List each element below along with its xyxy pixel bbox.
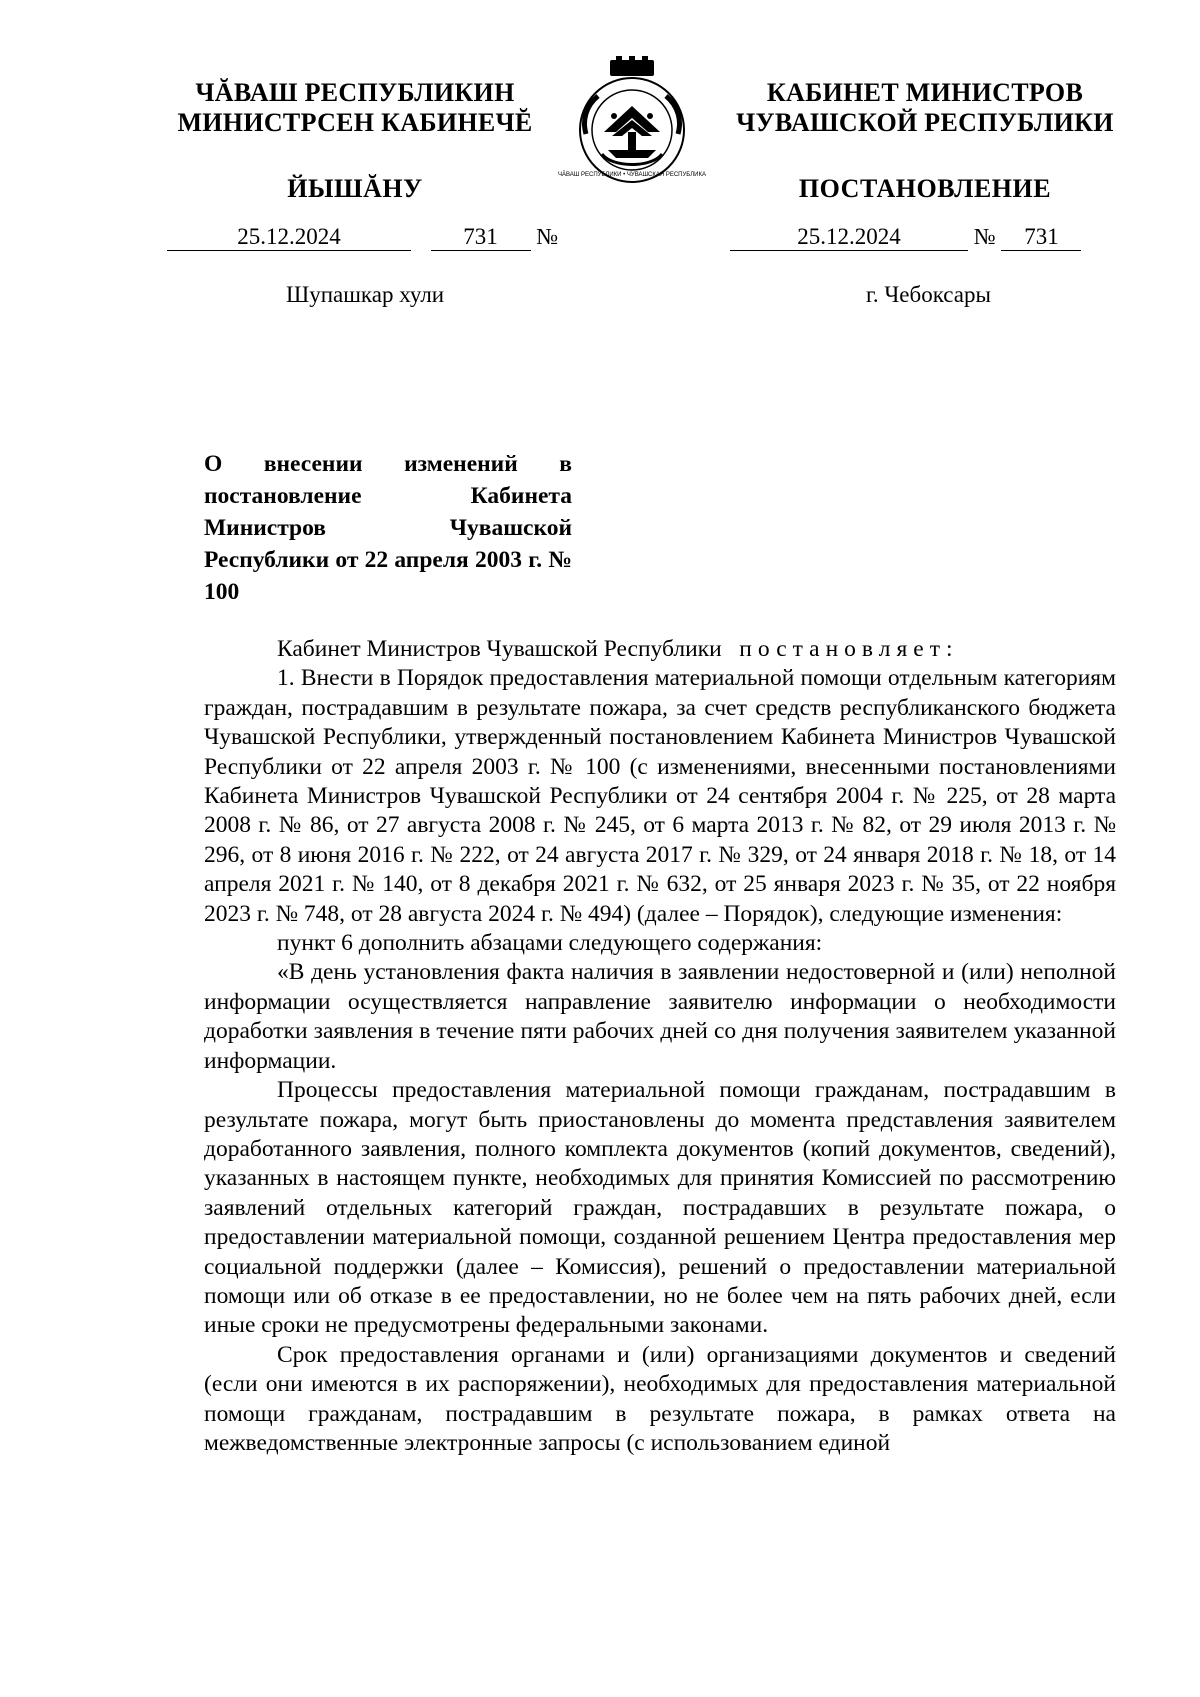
header-right [730,78,1120,204]
right-title-line-1: КАБИНЕТ МИНИСТРОВ [766,78,1084,107]
intro-line [204,635,1116,664]
paragraph-1: 1. Внести в Порядок предоставления материальной помощи отдельным категориям граждан, пострадавшим в результате пожара, за счет средств республиканского бюджета Чувашской Республики, утвержденный постановлением Кабинета Министров Чувашской Республики от 22 апреля 2003 г. № 100 (с изменениями, внесенными постановлениями Кабинета Министров Чувашской Республики от 24 сентября 2004 г. № 225, от 28 марта 2008 г. № 86, от 27 августа 2008 г. № 245, от 6 марта 2013 г. № 82, от 29 июля 2013 г. № 296, от 8 июня 2016 г. № 222, от 24 августа 2017 г. № 329, от 24 января 2018 г. № 18, от 14 апреля 2021 г. № 140, от 8 декабря 2021 г. № 632, от 25 января 2023 г. № 35, от 22 ноября 2023 г. № 748, от 28 августа 2024 г. № 494) (далее – Порядок), следующие изменения: [204,665,1116,927]
paragraph-4: Процессы предоставления материальной помощи гражданам, пострадавшим в результате пожара, могут быть приостановлены до момента представления заявителем доработанного заявления, полного комплекта документов (копий документов, сведений), указанных в настоящем пункте, необходимых для принятия Комиссией по рассмотрению заявлений отдельных категорий граждан, пострадавших в результате пожара, о предоставлении материальной помощи, созданной решением Центра предоставления мер социальной поддержки (далее – Комиссия), решений о предоставлении материальной помощи или об отказе в ее предоставлении, но не более чем на пять рабочих дней, если иные сроки не предусмотрены федеральными законами. [204,1077,1116,1339]
left-number: 731 [431,224,531,251]
coat-of-arms-icon [558,58,706,186]
right-doc-type: ПОСТАНОВЛЕНИЕ [798,174,1052,203]
document-body [204,635,1116,1458]
emblem-ring-text: ЧĂВАШ РЕСПУБЛИКИ • ЧУВАШСКАЯ РЕСПУБЛИКА [558,172,706,178]
left-date: 25.12.2024 [167,224,411,251]
left-title-line-2: МИНИСТРСЕН КАБИНЕЧĔ [177,108,533,137]
right-title-line-2: ЧУВАШСКОЙ РЕСПУБЛИКИ [736,108,1114,137]
right-number: 731 [1001,224,1081,251]
right-date-number [730,224,1081,254]
paragraph-5: Срок предоставления органами и (или) организациями документов и сведений (если они имеются в их распоряжении), необходимых для предоставления материальной помощи гражданам, пострадавшим в результате пожара, в рамках ответа на межведомственные электронные запросы (с использованием единой [204,1341,1116,1456]
left-title-line-1: ЧĂВАШ РЕСПУБЛИКИН [195,78,515,107]
paragraph-3: «В день установления факта наличия в заявлении недостоверной и (или) неполной информации осуществляется направление заявителю информации о необходимости доработки заявления в течение пяти рабочих дней со дня получения заявителем указанной информации. [204,959,1116,1074]
left-number-sign: № [536,224,559,249]
right-city: г. Чебоксары [866,282,991,307]
right-date: 25.12.2024 [730,224,968,251]
intro-verb: постановляет: [739,636,959,662]
document-subject: О внесении изменений в постановление Кабинета Министров Чувашской Республики от 22 апреля 2003 г. № 100 [204,451,572,605]
paragraph-2: пункт 6 дополнить абзацами следующего содержания: [277,930,823,957]
left-city: Шупашкар хули [286,282,445,307]
right-number-sign: № [973,224,996,249]
intro-text: Кабинет Министров Чувашской Республики [277,636,722,662]
left-doc-type: ЙЫШĂНУ [287,174,423,203]
left-date-number [167,224,558,254]
header-left [160,78,550,204]
